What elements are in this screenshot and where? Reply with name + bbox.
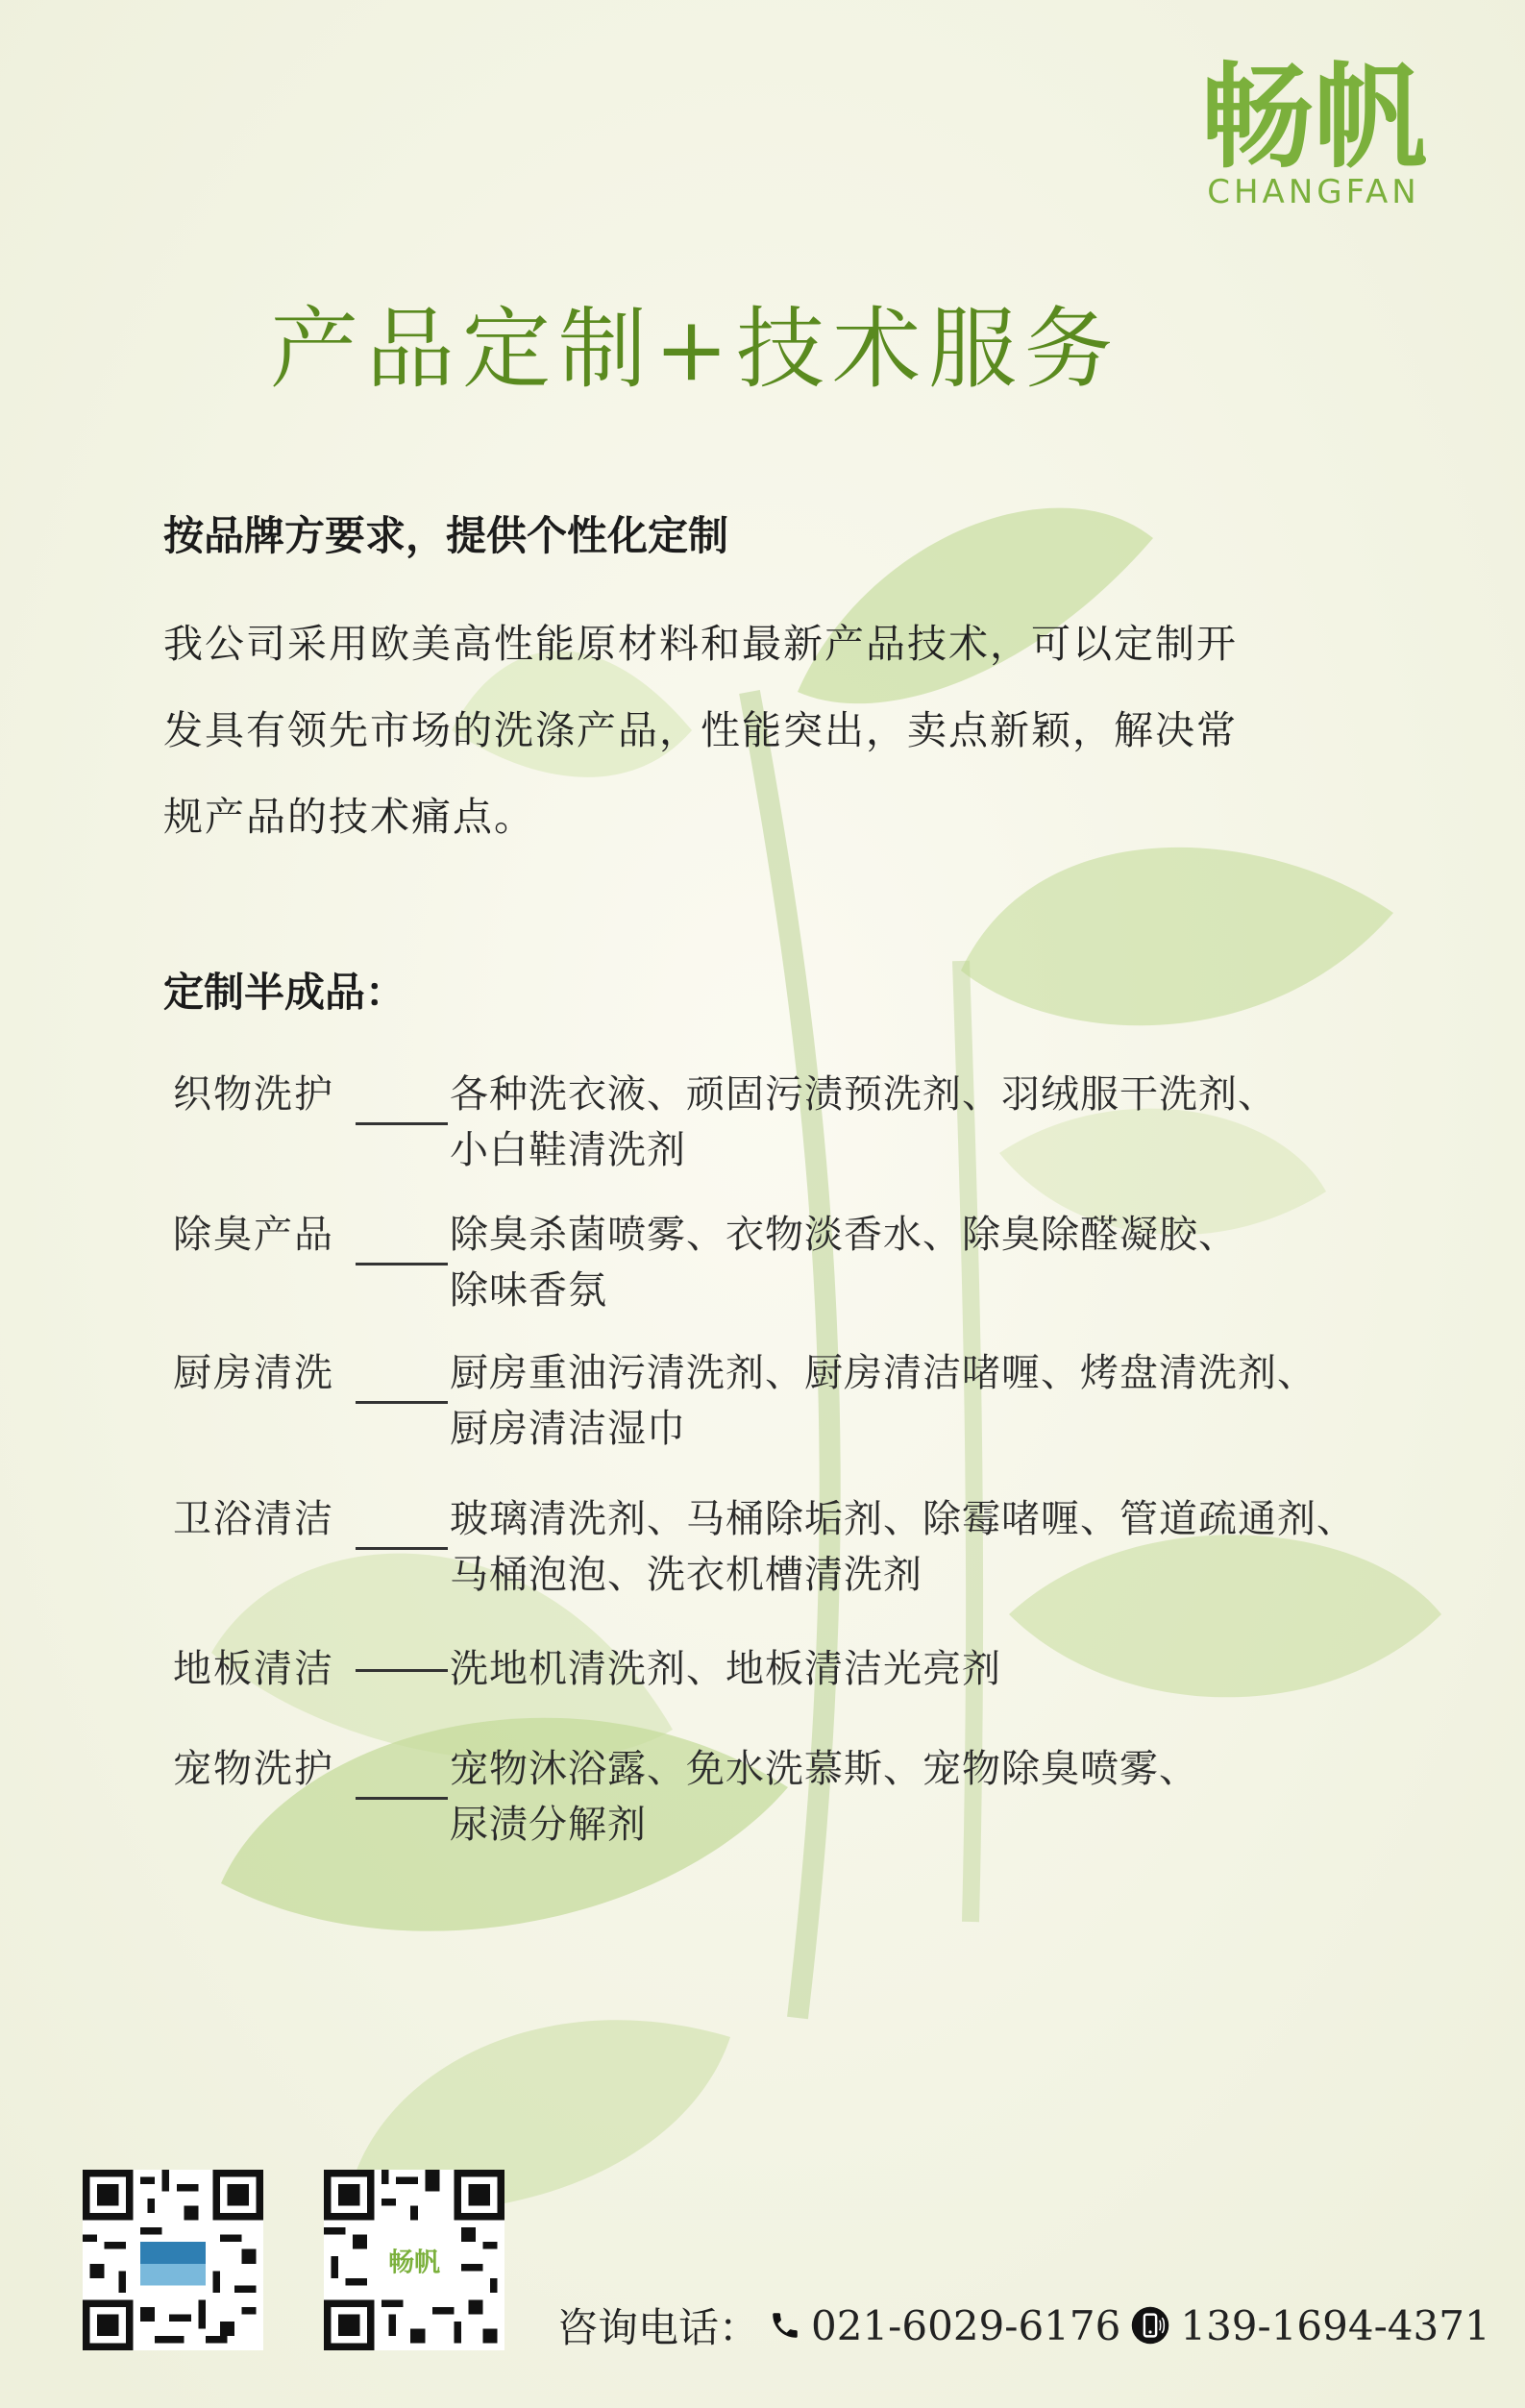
- phone-icon: [769, 2309, 801, 2342]
- qr-code-2[interactable]: [324, 2170, 504, 2350]
- category-item-line: 各种洗衣液、顽固污渍预洗剂、羽绒服干洗剂、: [450, 1072, 1277, 1117]
- mobile-phone-icon: [1130, 2305, 1170, 2346]
- mobile-number[interactable]: 139-1694-4371: [1180, 2301, 1490, 2349]
- category-item-line: 马桶泡泡、洗衣机槽清洗剂: [450, 1553, 922, 1597]
- logo-mark: [1169, 46, 1458, 171]
- category-fabric-care: [173, 1067, 1499, 1178]
- landline-number[interactable]: 021-6029-6176: [811, 2301, 1121, 2349]
- category-item-line: 宠物沐浴露、免水洗慕斯、宠物除臭喷雾、: [450, 1747, 1198, 1791]
- category-name: 除臭产品: [173, 1213, 334, 1257]
- category-name: 宠物洗护: [173, 1747, 334, 1791]
- category-name: 地板清洁: [173, 1647, 334, 1691]
- contact-label: 咨询电话：: [557, 2304, 760, 2351]
- brand-logo: [1169, 46, 1458, 211]
- qr-code-1[interactable]: [83, 2170, 263, 2350]
- category-name: 织物洗护: [173, 1072, 334, 1117]
- section-heading: 定制半成品：: [163, 969, 406, 1016]
- category-name: 厨房清洗: [173, 1351, 334, 1395]
- category-floor-cleaning: [173, 1641, 1499, 1697]
- category-list: [173, 1067, 1499, 1853]
- logo-glyph-icon: [1174, 46, 1453, 171]
- em-dash-separator: [356, 1491, 450, 1603]
- em-dash-separator: [356, 1345, 450, 1457]
- category-name: 卫浴清洁: [173, 1497, 334, 1541]
- category-items: [450, 1741, 1499, 1853]
- category-item-line: 除臭杀菌喷雾、衣物淡香水、除臭除醛凝胶、: [450, 1213, 1238, 1257]
- page-title: 产品定制+技术服务: [269, 298, 1121, 401]
- contact-info: [557, 2297, 1490, 2354]
- category-items: [450, 1641, 1499, 1697]
- intro-heading: 按品牌方要求，提供个性化定制: [163, 512, 729, 559]
- logo-mark-text: 畅帆: [1199, 51, 1428, 171]
- category-item-line: 洗地机清洗剂、地板清洁光亮剂: [450, 1647, 1001, 1691]
- intro-line: 规产品的技术痛点。: [163, 794, 535, 840]
- category-item-line: 尿渍分解剂: [450, 1803, 647, 1847]
- intro-paragraph: [163, 601, 1441, 860]
- category-items: [450, 1491, 1499, 1603]
- category-items: [450, 1207, 1499, 1318]
- category-items: [450, 1067, 1499, 1178]
- qr-center-logo: 畅帆: [387, 2248, 441, 2278]
- category-item-line: 厨房清洁湿巾: [450, 1407, 686, 1451]
- intro-line: 发具有领先市场的洗涤产品，性能突出，卖点新颖，解决常: [163, 707, 1238, 753]
- intro-line: 我公司采用欧美高性能原材料和最新产品技术，可以定制开: [163, 621, 1238, 667]
- category-deodorizing: [173, 1207, 1499, 1318]
- category-kitchen-cleaning: [173, 1345, 1499, 1457]
- category-items: [450, 1345, 1499, 1457]
- logo-wordmark: CHANGFAN: [1207, 173, 1420, 211]
- category-item-line: 玻璃清洗剂、马桶除垢剂、除霉啫喱、管道疏通剂、: [450, 1497, 1356, 1541]
- category-bathroom-cleaning: [173, 1491, 1499, 1603]
- category-item-line: 除味香氛: [450, 1268, 607, 1313]
- em-dash-separator: [356, 1741, 450, 1853]
- em-dash-separator: [356, 1067, 450, 1178]
- category-item-line: 厨房重油污清洗剂、厨房清洁啫喱、烤盘清洗剂、: [450, 1351, 1316, 1395]
- category-pet-care: [173, 1741, 1499, 1853]
- category-item-line: 小白鞋清洗剂: [450, 1128, 686, 1172]
- em-dash-separator: [356, 1641, 450, 1697]
- em-dash-separator: [356, 1207, 450, 1318]
